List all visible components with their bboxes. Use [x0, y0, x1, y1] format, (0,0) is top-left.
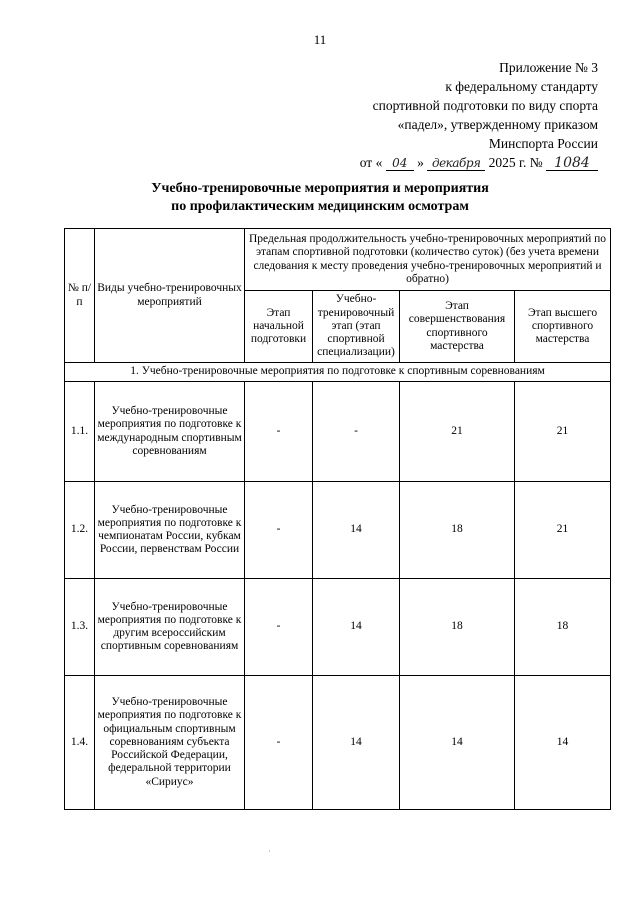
row-value-training: 14 [313, 482, 400, 579]
page-number: 11 [313, 32, 327, 47]
row-number: 1.3. [65, 579, 95, 676]
row-value-improvement: 21 [400, 382, 515, 482]
header-stage-initial: Этап начальной подготовки [245, 291, 313, 363]
section-row [65, 363, 611, 382]
scan-speck: · [268, 846, 271, 856]
header-stage-training: Учебно-тренировочный этап (этап спортивной специализации) [313, 291, 400, 363]
table-header-row [65, 229, 611, 291]
appendix-label: Приложение № 3 [499, 60, 598, 75]
table-row [65, 676, 611, 810]
header-event-type: Виды учебно-тренировочных мероприятий [95, 229, 245, 363]
row-value-improvement: 18 [400, 482, 515, 579]
row-value-initial: - [245, 482, 313, 579]
row-value-highest: 18 [515, 579, 611, 676]
row-value-initial: - [245, 676, 313, 810]
order-quote-close: » [417, 155, 424, 170]
header-duration-group: Предельная продолжительность учебно-тренировочных мероприятий по этапам спортивной подготовки (количество суток) (без учета времени следования к месту проведения учебно-тренировочных мероприятий и обратно) [245, 229, 611, 291]
document-title [0, 180, 640, 216]
row-value-initial: - [245, 579, 313, 676]
row-value-improvement: 14 [400, 676, 515, 810]
row-value-highest: 14 [515, 676, 611, 810]
order-day-handwritten: 04 [386, 156, 414, 171]
header-number: № п/п [65, 229, 95, 363]
appendix-line-4: «падел», утвержденному приказом [397, 117, 598, 132]
row-value-improvement: 18 [400, 579, 515, 676]
row-event-name: Учебно-тренировочные мероприятия по подготовке к международным спортивным соревнованиям [95, 382, 245, 482]
row-number: 1.4. [65, 676, 95, 810]
appendix-header [360, 58, 598, 172]
order-number-handwritten: 1084 [546, 156, 598, 171]
row-number: 1.1. [65, 382, 95, 482]
row-number: 1.2. [65, 482, 95, 579]
order-prefix: от « [359, 155, 383, 170]
section-title: 1. Учебно-тренировочные мероприятия по подготовке к спортивным соревнованиям [65, 363, 611, 382]
row-value-highest: 21 [515, 482, 611, 579]
title-line-2: по профилактическим медицинским осмотрам [171, 199, 469, 214]
appendix-line-2: к федеральному стандарту [445, 79, 598, 94]
row-event-name: Учебно-тренировочные мероприятия по подготовке к другим всероссийским спортивным соревнованиям [95, 579, 245, 676]
row-value-training: 14 [313, 676, 400, 810]
table-row [65, 482, 611, 579]
row-event-name: Учебно-тренировочные мероприятия по подготовке к официальным спортивным соревнованиям субъекта Российской Федерации, федеральной территории «Сириус» [95, 676, 245, 810]
row-event-name: Учебно-тренировочные мероприятия по подготовке к чемпионатам России, кубкам России, первенствам России [95, 482, 245, 579]
training-events-table [64, 228, 611, 810]
header-stage-improvement: Этап совершенствования спортивного мастерства [400, 291, 515, 363]
title-line-1: Учебно-тренировочные мероприятия и мероприятия [151, 181, 489, 196]
table-row [65, 579, 611, 676]
appendix-line-5: Минспорта России [488, 136, 598, 151]
order-month-handwritten: декабря [427, 156, 485, 171]
appendix-line-3: спортивной подготовки по виду спорта [372, 98, 598, 113]
row-value-highest: 21 [515, 382, 611, 482]
header-stage-highest: Этап высшего спортивного мастерства [515, 291, 611, 363]
row-value-initial: - [245, 382, 313, 482]
order-year: 2025 г. № [488, 155, 543, 170]
order-date-line [360, 153, 598, 172]
table-row [65, 382, 611, 482]
row-value-training: 14 [313, 579, 400, 676]
row-value-training: - [313, 382, 400, 482]
